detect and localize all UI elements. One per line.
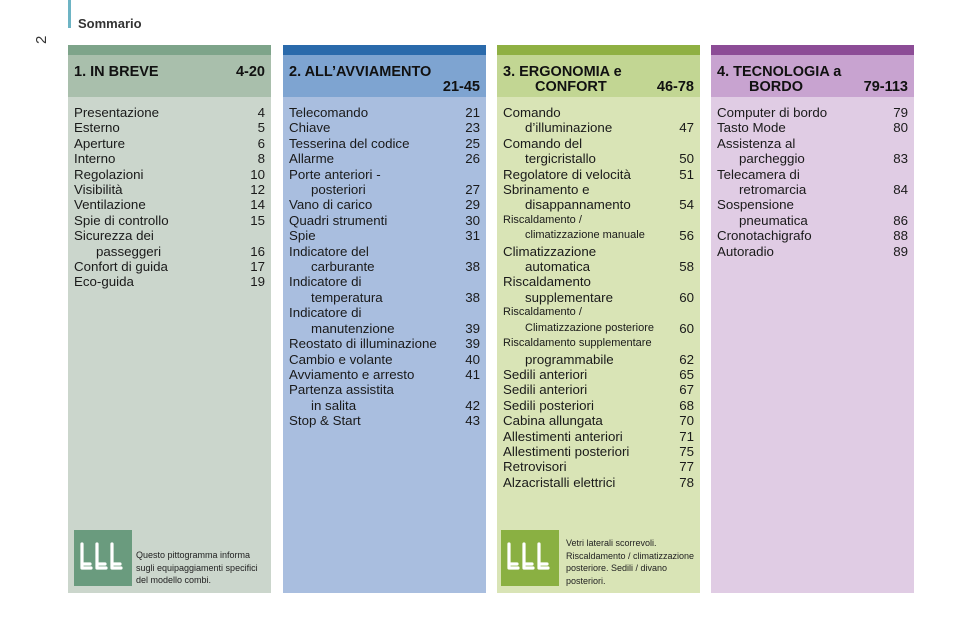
toc-entry-page: 38	[465, 289, 480, 305]
toc-entry[interactable]	[74, 244, 265, 259]
toc-entry[interactable]	[289, 105, 480, 120]
toc-entry-title: Interno	[74, 151, 116, 167]
toc-entry[interactable]	[503, 213, 694, 228]
toc-entry[interactable]	[503, 336, 694, 351]
toc-entry[interactable]	[74, 274, 265, 289]
toc-entry-page: 83	[893, 151, 908, 167]
section-title: 4. TECNOLOGIA a	[717, 64, 842, 80]
toc-entry-page: 65	[679, 366, 694, 382]
toc-entry-title: Stop & Start	[289, 413, 361, 429]
toc-entry-page: 86	[893, 212, 908, 228]
toc-entry-page: 5	[257, 120, 265, 136]
toc-entry-title: Cronotachigrafo	[717, 228, 812, 244]
toc-entry[interactable]	[503, 151, 694, 166]
toc-entry[interactable]	[717, 228, 908, 243]
toc-entry[interactable]	[503, 429, 694, 444]
toc-entry-title: Sedili anteriori	[503, 366, 588, 382]
toc-entry[interactable]	[717, 197, 908, 212]
toc-entry-page: 26	[465, 151, 480, 167]
section-title: 1. IN BREVE	[74, 64, 159, 80]
toc-entry-page: 77	[679, 459, 694, 475]
toc-entry[interactable]	[74, 228, 265, 243]
toc-entry-title: temperatura	[311, 289, 383, 305]
toc-entry-title: Sbrinamento e	[503, 182, 590, 198]
toc-entry[interactable]	[717, 182, 908, 197]
toc-entry[interactable]	[289, 352, 480, 367]
toc-entry[interactable]	[289, 321, 480, 336]
toc-entry-title: Riscaldamento /	[503, 306, 582, 319]
toc-entry[interactable]	[289, 244, 480, 259]
toc-entry-title: Quadri strumenti	[289, 212, 388, 228]
toc-entry-page: 17	[250, 259, 265, 275]
toc-entry[interactable]	[289, 151, 480, 166]
seats-icon	[74, 530, 132, 586]
toc-entry-title: Visibilità	[74, 182, 123, 198]
toc-entry-page: 21	[465, 105, 480, 120]
toc-entry[interactable]	[503, 413, 694, 428]
section-pages: 79-113	[863, 79, 908, 95]
toc-entry[interactable]	[289, 274, 480, 289]
toc-entry-page: 40	[465, 351, 480, 367]
seats-icon-graphic	[504, 538, 556, 578]
toc-entry-title: Cambio e volante	[289, 351, 393, 367]
toc-entry[interactable]	[503, 290, 694, 305]
seats-icon-graphic	[77, 538, 129, 578]
toc-entry[interactable]	[503, 305, 694, 320]
toc-entry-title: programmabile	[525, 351, 614, 367]
toc-entry-page: 89	[893, 243, 908, 259]
seats-icon	[501, 530, 559, 586]
toc-list	[283, 97, 486, 429]
toc-list	[711, 97, 914, 259]
toc-entry[interactable]	[503, 321, 694, 336]
toc-entry-title: Telecamera di	[717, 166, 800, 182]
toc-entry[interactable]	[289, 136, 480, 151]
toc-entry-title: automatica	[525, 259, 591, 275]
toc-entry[interactable]	[717, 105, 908, 120]
toc-entry[interactable]	[503, 120, 694, 135]
toc-entry-page: 19	[250, 274, 265, 290]
toc-entry-title: Comando del	[503, 135, 583, 151]
toc-list	[68, 97, 271, 290]
toc-entry-title: Regolazioni	[74, 166, 144, 182]
toc-entry[interactable]	[289, 182, 480, 197]
section-2	[283, 45, 486, 593]
toc-entry-title: Comando	[503, 105, 561, 120]
toc-entry-title: Spie di controllo	[74, 212, 169, 228]
toc-entry-title: Allarme	[289, 151, 335, 167]
toc-entry-title: Tesserina del codice	[289, 135, 410, 151]
toc-entry-title: Tasto Mode	[717, 120, 786, 136]
toc-entry-page: 6	[257, 135, 265, 151]
pictogram-note: Questo pittogramma informa sugli equipaggiamenti specifici del modello combi.	[136, 550, 258, 585]
toc-entry-page: 75	[679, 443, 694, 459]
section-1	[68, 45, 271, 593]
toc-entry-page: 62	[679, 351, 694, 367]
toc-entry-title: Riscaldamento /	[503, 213, 582, 226]
toc-entry[interactable]	[503, 136, 694, 151]
toc-entry[interactable]	[289, 120, 480, 135]
toc-entry-page: 47	[679, 120, 694, 136]
toc-entry[interactable]	[503, 274, 694, 289]
toc-entry[interactable]	[503, 259, 694, 274]
toc-entry-page: 50	[679, 151, 694, 167]
toc-entry[interactable]	[717, 213, 908, 228]
toc-entry-page: 38	[465, 259, 480, 275]
toc-entry[interactable]	[289, 336, 480, 351]
toc-entry-page: 51	[679, 166, 694, 182]
toc-entry-title: Ventilazione	[74, 197, 146, 213]
section-title-cont: CONFORT	[535, 79, 607, 95]
toc-entry-title: Presentazione	[74, 105, 160, 120]
toc-entry[interactable]	[289, 197, 480, 212]
toc-entry[interactable]	[717, 244, 908, 259]
toc-entry-title: Riscaldamento	[503, 274, 591, 290]
toc-entry-title: Retrovisori	[503, 459, 567, 475]
toc-entry[interactable]	[74, 182, 265, 197]
toc-entry[interactable]	[289, 259, 480, 274]
toc-entry[interactable]	[717, 136, 908, 151]
section-header[interactable]	[497, 55, 700, 97]
toc-entry-title: Regolatore di velocità	[503, 166, 631, 182]
toc-entry[interactable]	[74, 167, 265, 182]
toc-entry-page: 12	[250, 182, 265, 198]
toc-entry-title: Indicatore del	[289, 243, 369, 259]
toc-entry-page: 16	[250, 243, 265, 259]
toc-entry-page: 31	[465, 228, 480, 244]
toc-entry-page: 15	[250, 212, 265, 228]
toc-entry-title: Sedili posteriori	[503, 397, 594, 413]
toc-entry-page: 27	[465, 182, 480, 198]
toc-entry[interactable]	[289, 382, 480, 397]
toc-entry[interactable]	[503, 352, 694, 367]
pictogram-note: Vetri laterali scorrevoli. Riscaldamento / climatizzazione posteriore. Sedili / divano posteriori.	[566, 538, 695, 586]
toc-entry-title: Sicurezza dei	[74, 228, 154, 244]
toc-entry-title: Sedili anteriori	[503, 382, 588, 398]
toc-entry-title: in salita	[311, 397, 357, 413]
toc-entry-title: Esterno	[74, 120, 120, 136]
toc-entry-title: manutenzione	[311, 320, 395, 336]
toc-entry[interactable]	[717, 120, 908, 135]
page-number: 2	[33, 35, 50, 44]
toc-entry-title: retromarcia	[739, 182, 807, 198]
toc-entry[interactable]	[74, 120, 265, 135]
toc-entry-page: 88	[893, 228, 908, 244]
toc-entry-title: Eco-guida	[74, 274, 134, 290]
section-stripe	[497, 45, 700, 55]
toc-entry-title: carburante	[311, 259, 375, 275]
section-stripe	[283, 45, 486, 55]
toc-entry-title: Partenza assistita	[289, 382, 394, 398]
toc-entry-page: 84	[893, 182, 908, 198]
toc-entry[interactable]	[289, 305, 480, 320]
toc-entry[interactable]	[74, 105, 265, 120]
toc-entry-title: Sospensione	[717, 197, 794, 213]
toc-entry-title: Climatizzazione posteriore	[525, 321, 654, 334]
toc-entry-title: Indicatore di	[289, 274, 362, 290]
toc-entry[interactable]	[289, 228, 480, 243]
toc-entry-title: Indicatore di	[289, 305, 362, 321]
toc-entry-title: Spie	[289, 228, 316, 244]
toc-entry-page: 58	[679, 259, 694, 275]
toc-entry[interactable]	[503, 228, 694, 243]
toc-entry[interactable]	[74, 259, 265, 274]
toc-entry[interactable]	[74, 136, 265, 151]
section-header[interactable]	[283, 55, 486, 97]
toc-entry[interactable]	[289, 367, 480, 382]
toc-entry[interactable]	[717, 167, 908, 182]
toc-entry-page: 39	[465, 336, 480, 352]
toc-entry-title: Vano di carico	[289, 197, 373, 213]
toc-entry-title: Aperture	[74, 135, 125, 151]
toc-entry-title: passeggeri	[96, 243, 162, 259]
toc-entry[interactable]	[289, 213, 480, 228]
toc-entry-page: 30	[465, 212, 480, 228]
section-3	[497, 45, 700, 593]
toc-entry-title: Assistenza al	[717, 135, 796, 151]
toc-entry-page: 70	[679, 413, 694, 429]
section-title: 3. ERGONOMIA e	[503, 64, 622, 80]
toc-entry-page: 68	[679, 397, 694, 413]
toc-entry-page: 60	[679, 289, 694, 305]
page-title: Sommario	[78, 16, 142, 31]
toc-entry[interactable]	[503, 444, 694, 459]
toc-entry-page: 23	[465, 120, 480, 136]
toc-entry-title: Porte anteriori -	[289, 166, 381, 182]
toc-entry-page: 25	[465, 135, 480, 151]
toc-entry[interactable]	[503, 382, 694, 397]
toc-entry[interactable]	[503, 244, 694, 259]
toc-entry-page: 54	[679, 197, 694, 213]
toc-entry-title: d’illuminazione	[525, 120, 613, 136]
accent-bar	[68, 0, 71, 28]
toc-entry[interactable]	[503, 105, 694, 120]
toc-entry-title: Confort di guida	[74, 259, 168, 275]
section-pages: 4-20	[235, 64, 265, 80]
toc-entry-title: Avviamento e arresto	[289, 366, 415, 382]
toc-entry[interactable]	[503, 182, 694, 197]
toc-entry-page: 41	[465, 366, 480, 382]
toc-entry-page: 78	[679, 474, 694, 490]
toc-entry-title: Alzacristalli elettrici	[503, 474, 616, 490]
toc-entry[interactable]	[289, 398, 480, 413]
toc-entry-title: Riscaldamento supplementare	[503, 337, 652, 350]
toc-entry-title: climatizzazione manuale	[525, 229, 645, 242]
toc-entry[interactable]	[289, 290, 480, 305]
toc-entry-title: Autoradio	[717, 243, 774, 259]
toc-entry-title: disappannamento	[525, 197, 631, 213]
section-stripe	[711, 45, 914, 55]
section-header[interactable]	[68, 55, 271, 97]
toc-list	[497, 97, 700, 490]
section-stripe	[68, 45, 271, 55]
toc-entry-page: 14	[250, 197, 265, 213]
toc-entry[interactable]	[74, 197, 265, 212]
section-title: 2. ALL’AVVIAMENTO	[289, 64, 432, 80]
toc-entry-page: 39	[465, 320, 480, 336]
toc-entry-page: 43	[465, 413, 480, 429]
toc-entry-title: Computer di bordo	[717, 105, 828, 120]
toc-entry[interactable]	[503, 367, 694, 382]
toc-entry-title: posteriori	[311, 182, 366, 198]
toc-entry-title: parcheggio	[739, 151, 805, 167]
toc-entry[interactable]	[717, 151, 908, 166]
toc-entry-page: 60	[679, 320, 694, 336]
toc-entry[interactable]	[503, 167, 694, 182]
toc-entry-page: 79	[893, 105, 908, 120]
section-4	[711, 45, 914, 593]
toc-entry[interactable]	[289, 413, 480, 428]
toc-entry[interactable]	[503, 459, 694, 474]
toc-entry[interactable]	[503, 475, 694, 490]
toc-entry-title: Climatizzazione	[503, 243, 597, 259]
toc-entry-page: 4	[257, 105, 265, 120]
toc-entry-page: 29	[465, 197, 480, 213]
toc-entry-page: 10	[250, 166, 265, 182]
toc-entry-page: 8	[257, 151, 265, 167]
section-pages: 21-45	[442, 79, 480, 95]
toc-entry-title: tergicristallo	[525, 151, 596, 167]
toc-entry-page: 42	[465, 397, 480, 413]
toc-entry-page: 80	[893, 120, 908, 136]
toc-entry-page: 67	[679, 382, 694, 398]
toc-entry[interactable]	[503, 398, 694, 413]
toc-entry[interactable]	[74, 213, 265, 228]
toc-entry-title: Allestimenti posteriori	[503, 443, 630, 459]
toc-entry-title: Chiave	[289, 120, 331, 136]
toc-entry-title: Reostato di illuminazione	[289, 336, 437, 352]
toc-entry-title: Allestimenti anteriori	[503, 428, 623, 444]
toc-entry-title: supplementare	[525, 289, 613, 305]
toc-entry-title: pneumatica	[739, 212, 808, 228]
section-header[interactable]	[711, 55, 914, 97]
section-pages: 46-78	[656, 79, 694, 95]
toc-entry-page: 71	[679, 428, 694, 444]
toc-entry[interactable]	[503, 197, 694, 212]
toc-entry-page: 56	[679, 228, 694, 244]
section-title-cont: BORDO	[749, 79, 803, 95]
toc-entry[interactable]	[289, 167, 480, 182]
toc-entry-title: Telecomando	[289, 105, 369, 120]
toc-entry[interactable]	[74, 151, 265, 166]
toc-entry-title: Cabina allungata	[503, 413, 603, 429]
